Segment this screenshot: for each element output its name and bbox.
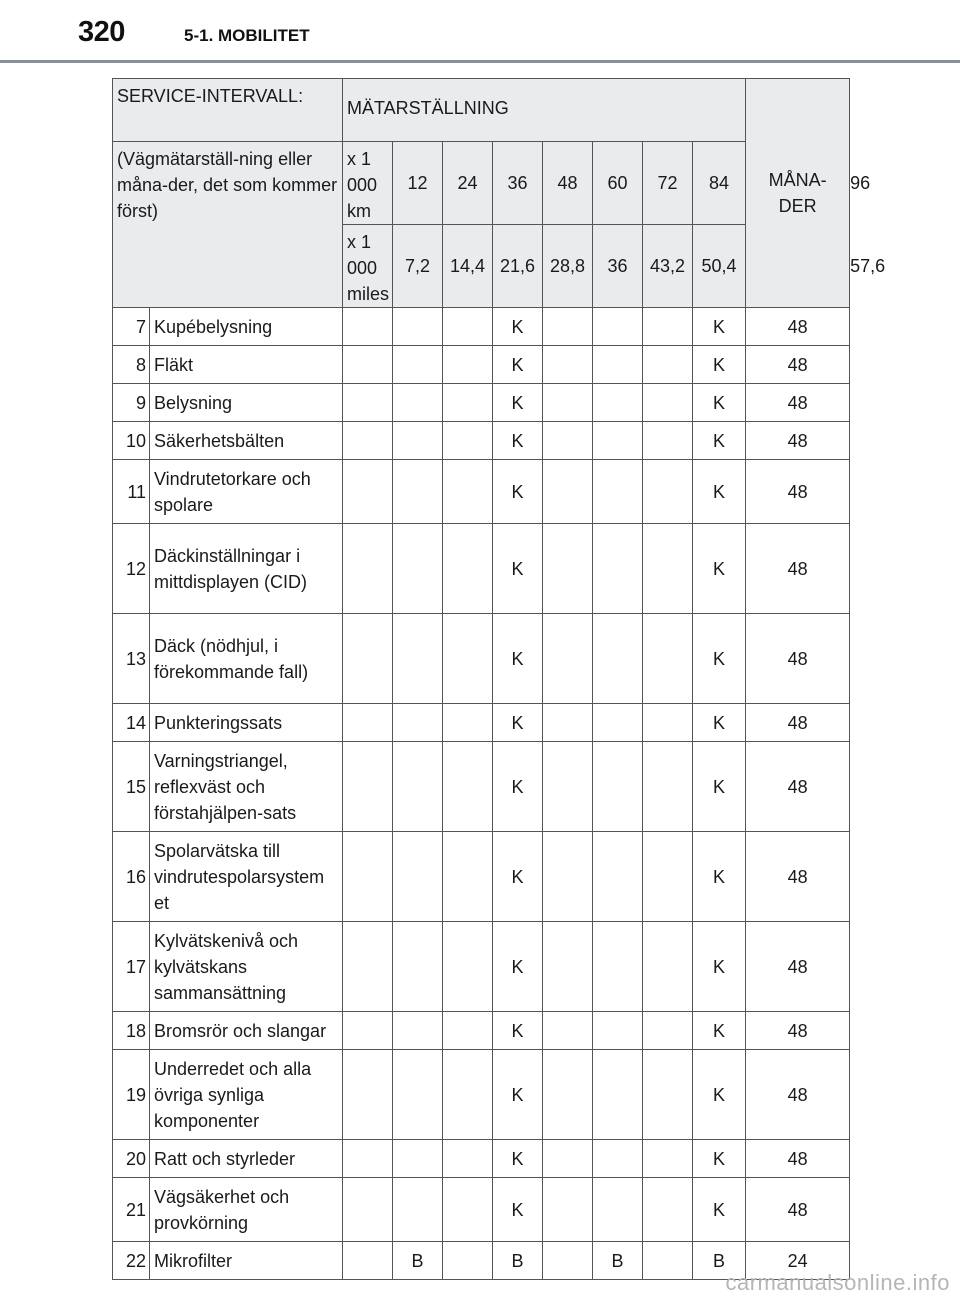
row-mark <box>393 1050 443 1140</box>
row-item: Kylvätskenivå och kylvätskans sammansättning <box>150 922 343 1012</box>
row-item: Fläkt <box>150 346 343 384</box>
row-item: Bromsrör och slangar <box>150 1012 343 1050</box>
row-mark <box>543 832 593 922</box>
row-months: 48 <box>746 1178 850 1242</box>
row-mark <box>393 384 443 422</box>
row-number: 13 <box>113 614 150 704</box>
mile-value: 43,2 <box>643 225 693 308</box>
km-unit-label: x 1 000 km <box>343 142 393 225</box>
row-mark <box>593 422 643 460</box>
row-number: 7 <box>113 308 150 346</box>
row-mark <box>593 384 643 422</box>
table-row <box>113 1012 850 1050</box>
row-mark: K <box>693 346 746 384</box>
row-months: 48 <box>746 524 850 614</box>
row-mark: K <box>493 1178 543 1242</box>
row-mark <box>343 384 393 422</box>
row-number: 9 <box>113 384 150 422</box>
row-mark <box>543 704 593 742</box>
row-mark <box>393 308 443 346</box>
row-mark: K <box>493 614 543 704</box>
mile-value: 7,2 <box>393 225 443 308</box>
row-mark <box>443 704 493 742</box>
table-row <box>113 524 850 614</box>
row-mark <box>443 614 493 704</box>
service-interval-header: SERVICE-INTERVALL: <box>113 79 343 142</box>
row-mark <box>593 346 643 384</box>
row-mark <box>393 460 443 524</box>
row-mark <box>543 922 593 1012</box>
row-mark <box>393 1140 443 1178</box>
row-number: 8 <box>113 346 150 384</box>
row-mark <box>643 384 693 422</box>
row-number: 10 <box>113 422 150 460</box>
row-mark: B <box>693 1242 746 1280</box>
table-row <box>113 346 850 384</box>
row-mark <box>593 742 643 832</box>
row-mark <box>343 704 393 742</box>
row-item: Kupébelysning <box>150 308 343 346</box>
row-mark <box>593 832 643 922</box>
row-mark <box>643 614 693 704</box>
row-mark <box>543 422 593 460</box>
row-item: Underredet och alla övriga synliga komponenter <box>150 1050 343 1140</box>
row-mark <box>593 1140 643 1178</box>
row-mark <box>643 524 693 614</box>
row-mark <box>343 1242 393 1280</box>
row-mark <box>643 922 693 1012</box>
row-mark <box>343 1140 393 1178</box>
row-mark <box>343 422 393 460</box>
row-mark <box>443 524 493 614</box>
row-mark: B <box>493 1242 543 1280</box>
row-mark <box>343 346 393 384</box>
row-mark <box>443 1012 493 1050</box>
row-mark <box>393 524 443 614</box>
row-mark: B <box>593 1242 643 1280</box>
row-mark <box>443 922 493 1012</box>
page-number: 320 <box>78 16 125 48</box>
mile-value: 21,6 <box>493 225 543 308</box>
row-item: Vindrutetorkare och spolare <box>150 460 343 524</box>
row-mark <box>643 1242 693 1280</box>
row-mark <box>443 1050 493 1140</box>
mile-value: 28,8 <box>543 225 593 308</box>
row-mark <box>343 614 393 704</box>
row-mark: B <box>393 1242 443 1280</box>
row-mark <box>343 832 393 922</box>
row-number: 21 <box>113 1178 150 1242</box>
miles-unit-label: x 1 000 miles <box>343 225 393 308</box>
table-row <box>113 614 850 704</box>
row-mark <box>443 384 493 422</box>
row-item: Belysning <box>150 384 343 422</box>
row-mark <box>443 422 493 460</box>
row-mark: K <box>493 832 543 922</box>
row-mark <box>393 346 443 384</box>
row-mark: K <box>693 1050 746 1140</box>
row-mark <box>643 832 693 922</box>
mile-value: 36 <box>593 225 643 308</box>
row-mark <box>343 308 393 346</box>
row-number: 16 <box>113 832 150 922</box>
table-row <box>113 1140 850 1178</box>
row-months: 24 <box>746 1242 850 1280</box>
row-mark <box>343 460 393 524</box>
row-mark <box>443 460 493 524</box>
km-value: 48 <box>543 142 593 225</box>
row-mark: K <box>693 742 746 832</box>
row-mark <box>343 524 393 614</box>
row-mark <box>343 922 393 1012</box>
row-mark <box>393 614 443 704</box>
row-number: 11 <box>113 460 150 524</box>
row-mark <box>543 1242 593 1280</box>
row-mark: K <box>693 308 746 346</box>
header-rule <box>0 60 960 63</box>
row-mark <box>643 1178 693 1242</box>
row-mark <box>593 1012 643 1050</box>
km-value: 12 <box>393 142 443 225</box>
row-months: 48 <box>746 832 850 922</box>
row-mark <box>593 460 643 524</box>
row-mark <box>443 1242 493 1280</box>
row-mark <box>593 614 643 704</box>
table-row <box>113 704 850 742</box>
row-mark: K <box>693 1012 746 1050</box>
row-months: 48 <box>746 384 850 422</box>
row-item: Vägsäkerhet och provkörning <box>150 1178 343 1242</box>
row-months: 48 <box>746 614 850 704</box>
row-mark <box>393 742 443 832</box>
row-mark: K <box>493 922 543 1012</box>
row-mark: K <box>693 524 746 614</box>
row-mark <box>443 742 493 832</box>
row-item: Däck (nödhjul, i förekommande fall) <box>150 614 343 704</box>
row-months: 48 <box>746 742 850 832</box>
row-mark <box>443 1140 493 1178</box>
row-mark: K <box>693 1140 746 1178</box>
row-months: 48 <box>746 346 850 384</box>
row-mark <box>643 422 693 460</box>
row-mark: K <box>493 742 543 832</box>
row-mark: K <box>493 1012 543 1050</box>
row-mark <box>543 1140 593 1178</box>
row-mark: K <box>493 346 543 384</box>
mile-value: 14,4 <box>443 225 493 308</box>
row-months: 48 <box>746 922 850 1012</box>
row-number: 20 <box>113 1140 150 1178</box>
row-number: 22 <box>113 1242 150 1280</box>
row-mark <box>543 308 593 346</box>
row-mark <box>443 308 493 346</box>
table-row <box>113 1050 850 1140</box>
mile-value: 50,4 <box>693 225 746 308</box>
table-row <box>113 308 850 346</box>
row-mark: K <box>493 384 543 422</box>
row-months: 48 <box>746 704 850 742</box>
row-months: 48 <box>746 1140 850 1178</box>
row-number: 14 <box>113 704 150 742</box>
row-months: 48 <box>746 460 850 524</box>
km-value: 24 <box>443 142 493 225</box>
row-item: Mikrofilter <box>150 1242 343 1280</box>
row-mark: K <box>693 422 746 460</box>
section-title: 5-1. MOBILITET <box>184 26 310 45</box>
row-months: 48 <box>746 422 850 460</box>
row-mark <box>543 1050 593 1140</box>
row-mark <box>593 1050 643 1140</box>
row-number: 19 <box>113 1050 150 1140</box>
table-row <box>113 832 850 922</box>
page-header <box>0 0 960 64</box>
km-value: 84 <box>693 142 746 225</box>
row-item: Spolarvätska till vindrutespolarsystem et <box>150 832 343 922</box>
row-mark <box>443 832 493 922</box>
row-mark <box>593 308 643 346</box>
row-mark <box>343 1050 393 1140</box>
row-mark <box>643 1012 693 1050</box>
row-mark <box>393 422 443 460</box>
row-mark <box>643 742 693 832</box>
row-item: Varningstriangel, reflexväst och förstahjälpen-sats <box>150 742 343 832</box>
row-mark <box>643 460 693 524</box>
row-months: 48 <box>746 1050 850 1140</box>
row-mark <box>543 742 593 832</box>
km-value: 72 <box>643 142 693 225</box>
table-row <box>113 1178 850 1242</box>
row-mark <box>393 922 443 1012</box>
row-mark <box>543 1012 593 1050</box>
row-mark <box>393 704 443 742</box>
row-item: Däckinställningar i mittdisplayen (CID) <box>150 524 343 614</box>
row-mark <box>543 524 593 614</box>
row-mark: K <box>693 384 746 422</box>
row-mark: K <box>493 704 543 742</box>
row-mark <box>543 614 593 704</box>
row-mark <box>393 1012 443 1050</box>
row-item: Ratt och styrleder <box>150 1140 343 1178</box>
row-mark: K <box>693 832 746 922</box>
row-mark: K <box>493 308 543 346</box>
watermark: carmanualsonline.info <box>725 1270 950 1295</box>
row-months: 48 <box>746 1012 850 1050</box>
row-mark <box>643 346 693 384</box>
row-mark <box>343 1178 393 1242</box>
months-header: MÅNA-DER <box>746 79 850 308</box>
row-number: 12 <box>113 524 150 614</box>
row-mark: K <box>493 460 543 524</box>
row-mark: K <box>493 1140 543 1178</box>
row-mark <box>393 832 443 922</box>
row-mark <box>443 346 493 384</box>
row-mark <box>593 922 643 1012</box>
row-mark: K <box>693 922 746 1012</box>
table-row <box>113 422 850 460</box>
row-mark <box>393 1178 443 1242</box>
row-mark <box>643 1140 693 1178</box>
row-mark: K <box>493 524 543 614</box>
row-mark <box>643 1050 693 1140</box>
row-mark: K <box>693 614 746 704</box>
row-mark <box>543 346 593 384</box>
table-row <box>113 922 850 1012</box>
row-mark <box>343 1012 393 1050</box>
row-number: 15 <box>113 742 150 832</box>
row-mark <box>593 1178 643 1242</box>
service-interval-table: SERVICE-INTERVALL: MÄTARSTÄLLNING MÅNA-DER (Vägmätarställ-ning eller måna-der, det som kommer först) x 1 000 km 12 24 36 48 60 72 84 96 x 1 000 miles 7,2 14,4 21,6 28,8 36 43,2 50,4 57,6 7 Kupébelysning K K 48 8 Fläkt K K 48 9 Belysning K K 48 10 Säkerhetsbälten K K 48 11 Vindrutetorkare och spolare K K 48 12 Däckinställningar i mittdisplayen (CID) K K 48 13 Däck (nödhjul, i förekommande fall) K K 48 14 Punkteringssats K K 48 15 Varningstriangel, reflexväst och förstahjälpen-sats K K 48 16 Spolarvätska till vindrutespolarsystem et K K 48 17 Kylvätskenivå och kylvätskans sammansättning K K 48 18 Bromsrör och slangar K K 48 19 Underredet och alla övriga synliga komponenter K K 48 20 Ratt och styrleder K K 48 21 Vägsäkerhet och provkörning K K 48 22 Mikrofilter B B B B 24 <box>112 78 850 1280</box>
row-mark <box>593 704 643 742</box>
row-mark: K <box>693 1178 746 1242</box>
table-row <box>113 384 850 422</box>
row-mark <box>543 1178 593 1242</box>
row-mark: K <box>493 422 543 460</box>
interval-note: (Vägmätarställ-ning eller måna-der, det som kommer först) <box>113 142 343 308</box>
table-row <box>113 460 850 524</box>
table-row <box>113 742 850 832</box>
row-item: Punkteringssats <box>150 704 343 742</box>
row-mark <box>643 308 693 346</box>
meter-reading-header: MÄTARSTÄLLNING <box>343 79 746 142</box>
row-months: 48 <box>746 308 850 346</box>
row-number: 18 <box>113 1012 150 1050</box>
row-mark <box>543 384 593 422</box>
row-mark <box>593 524 643 614</box>
row-item: Säkerhetsbälten <box>150 422 343 460</box>
row-mark <box>543 460 593 524</box>
row-mark: K <box>693 460 746 524</box>
row-mark <box>443 1178 493 1242</box>
km-value: 60 <box>593 142 643 225</box>
km-value: 36 <box>493 142 543 225</box>
row-mark: K <box>693 704 746 742</box>
row-number: 17 <box>113 922 150 1012</box>
row-mark <box>643 704 693 742</box>
row-mark <box>343 742 393 832</box>
row-mark: K <box>493 1050 543 1140</box>
